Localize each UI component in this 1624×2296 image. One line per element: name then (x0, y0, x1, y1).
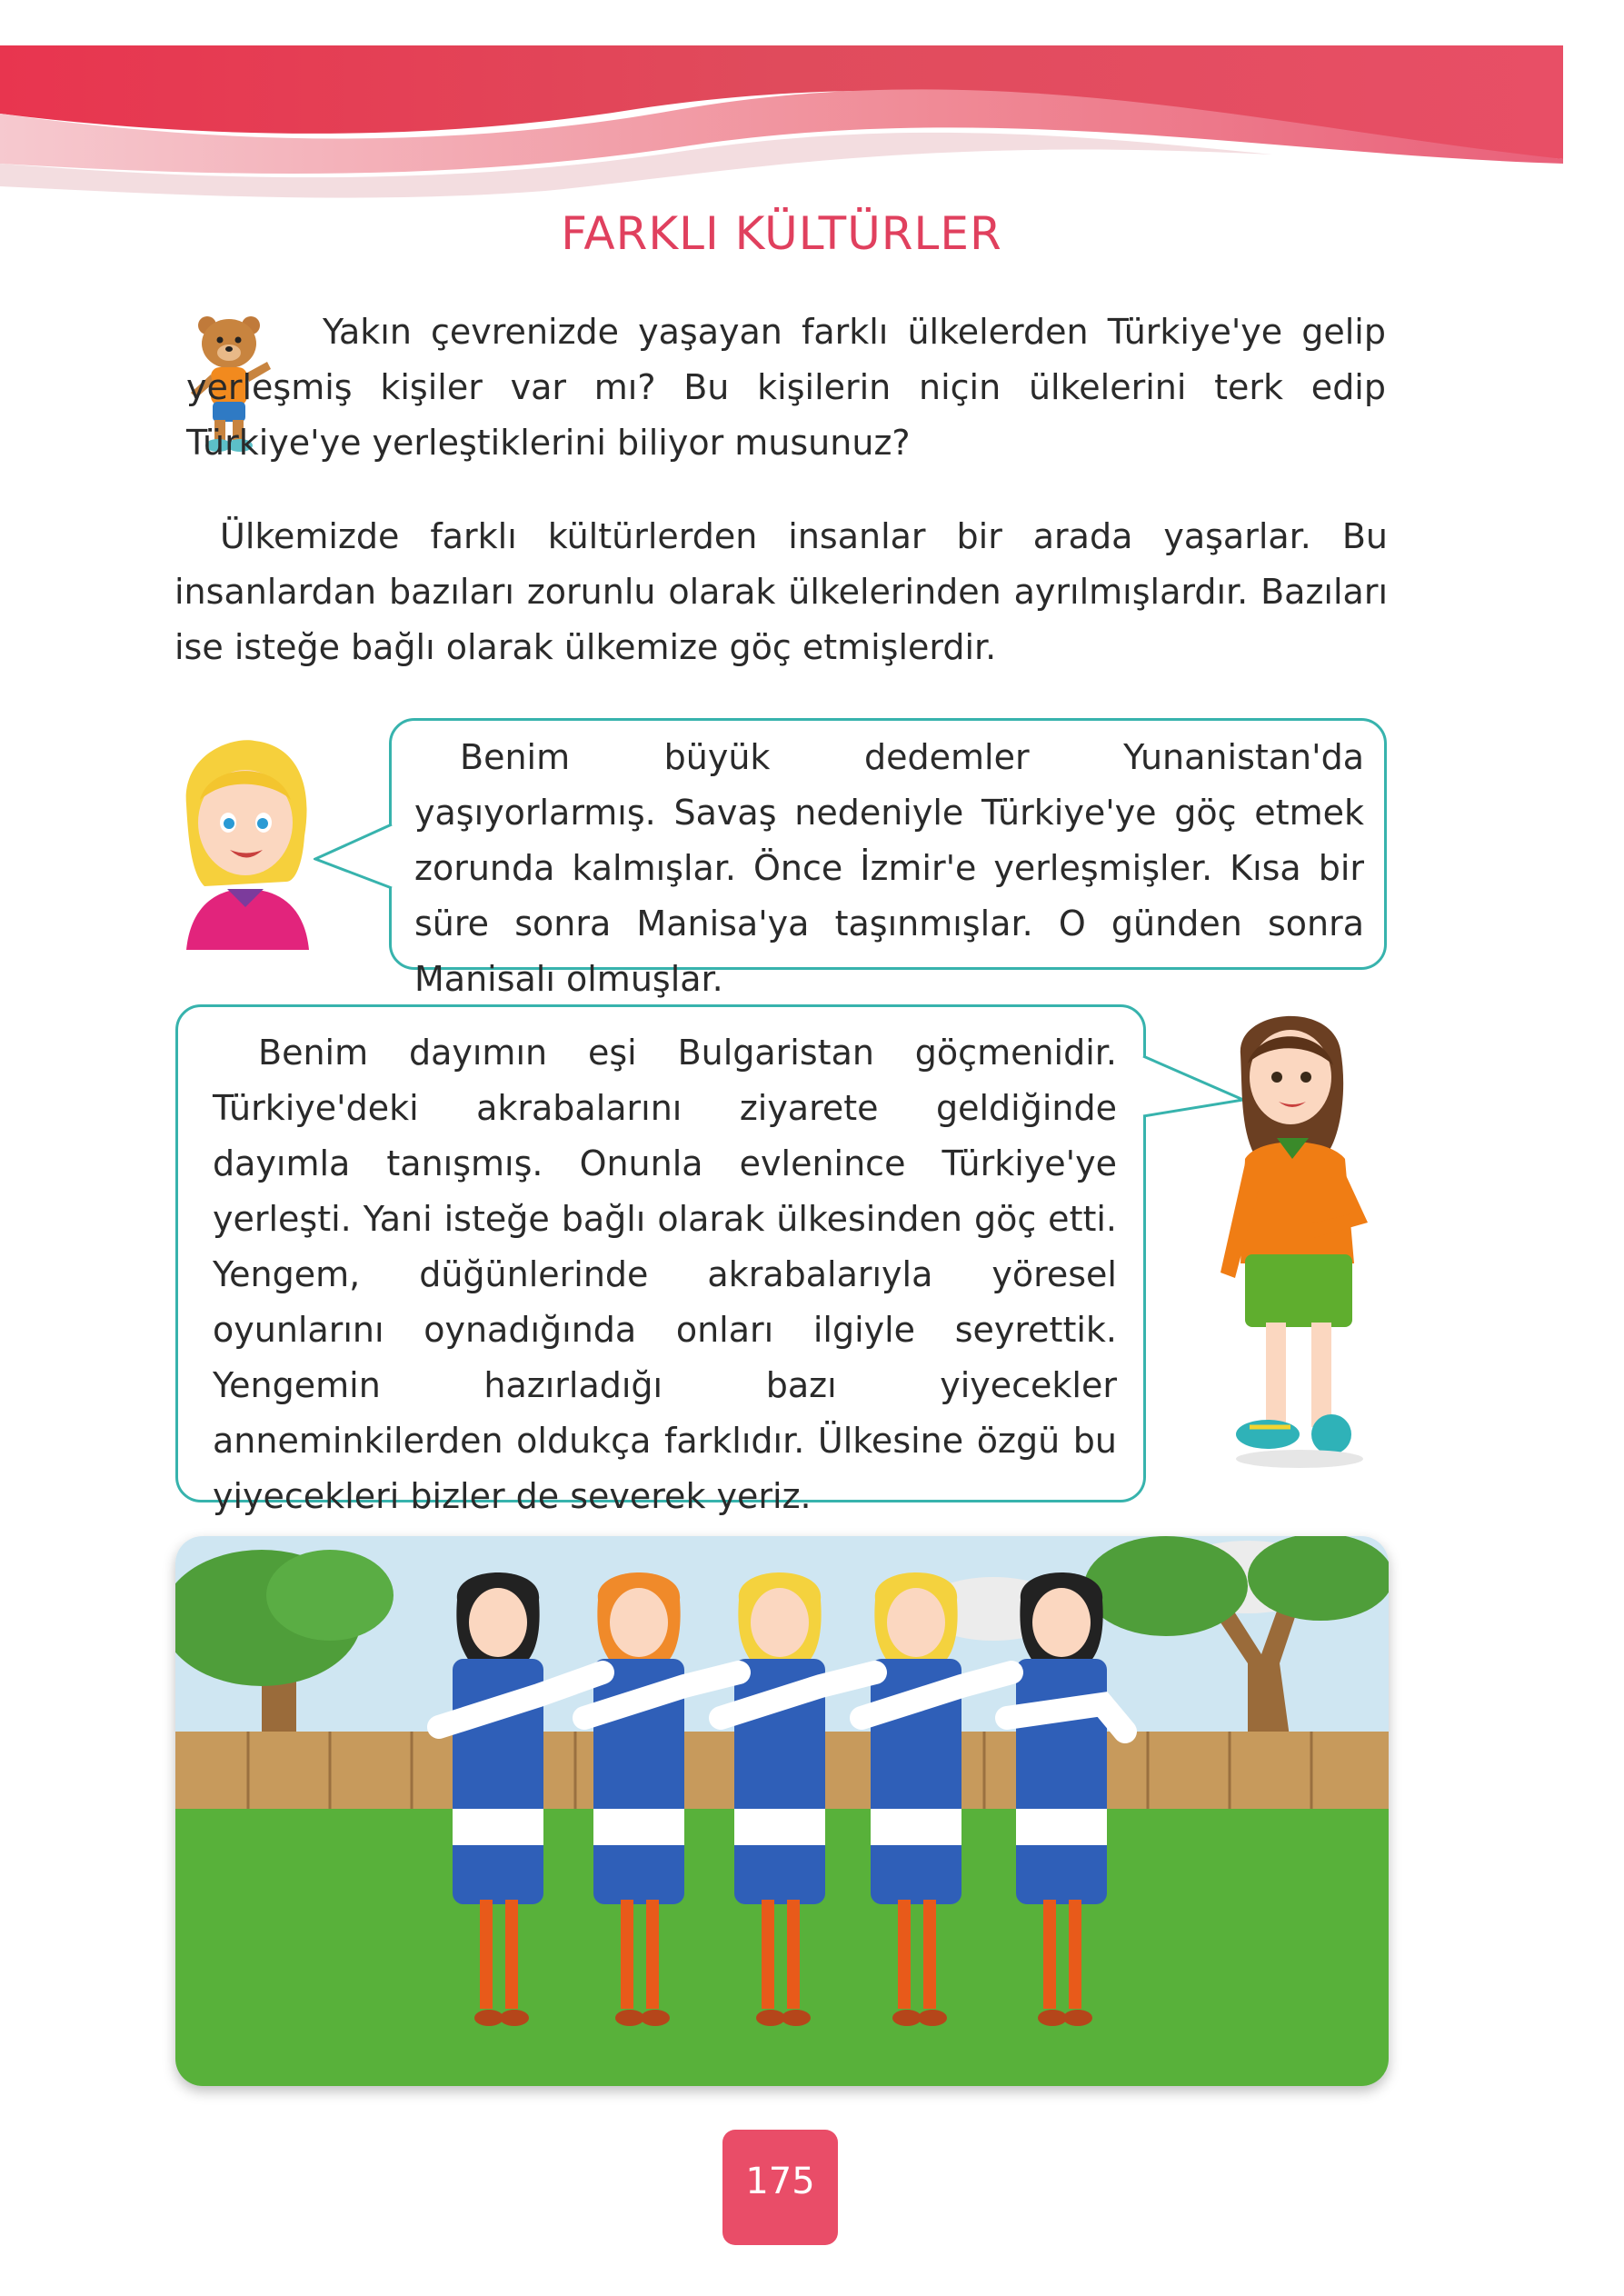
speech-text-1: Benim büyük dedemler Yunanistan'da yaşıyorlarmış. Savaş nedeniyle Türkiye'ye göç etmek zorunda kalmışlar. Önce İzmir'e yerleşmişler. Kısa bir süre sonra Manisa'ya taşınmışlar. O günden sonra Manisalı olmuşlar. (414, 737, 1364, 999)
speech-bubble-1-tail (314, 823, 394, 895)
blonde-girl-icon (177, 736, 314, 950)
speech-text-2: Benim dayımın eşi Bulgaristan göçmenidir. Türkiye'deki akrabalarını ziyarete geldiğinde dayımla tanışmış. Onunla evlenince Türkiye'ye yerleşti. Yani isteğe bağlı olarak ülkesinden göç etti. Yengem, düğünlerinde akrabalarıyla yöresel oyunlarını oynadığında onları ilgiyle seyrettik. Yengemin hazırladığı bazı yiyecekler anneminkilerden oldukça farklıdır. Ülkesine özgü bu yiyecekleri bizler de severek yeriz. (213, 1033, 1117, 1516)
brunette-girl-icon (1204, 1000, 1386, 1482)
speech-bubble-1 (389, 718, 1387, 999)
page-title: FARKLI KÜLTÜRLER (561, 207, 1002, 260)
folk-dance-scene (175, 1536, 1389, 2086)
intro-question: Yakın çevrenizde yaşayan farklı ülkelerden Türkiye'ye gelip yerleşmiş kişiler var mı? Bu kişilerin niçin ülkelerini terk edip Türkiye'ye yerleştiklerini biliyor musunuz? (186, 312, 1386, 463)
body-paragraph: Ülkemizde farklı kültürlerden insanlar bir arada yaşarlar. Bu insanlardan bazıları zorunlu olarak ülkelerinden ayrılmışlardır. Bazıları ise isteğe bağlı olarak ülkemize göç etmişlerdir. (174, 516, 1388, 667)
speech-bubble-2 (175, 1004, 1146, 1516)
page-number-badge: 175 (722, 2130, 838, 2245)
header-banner (0, 0, 1624, 209)
